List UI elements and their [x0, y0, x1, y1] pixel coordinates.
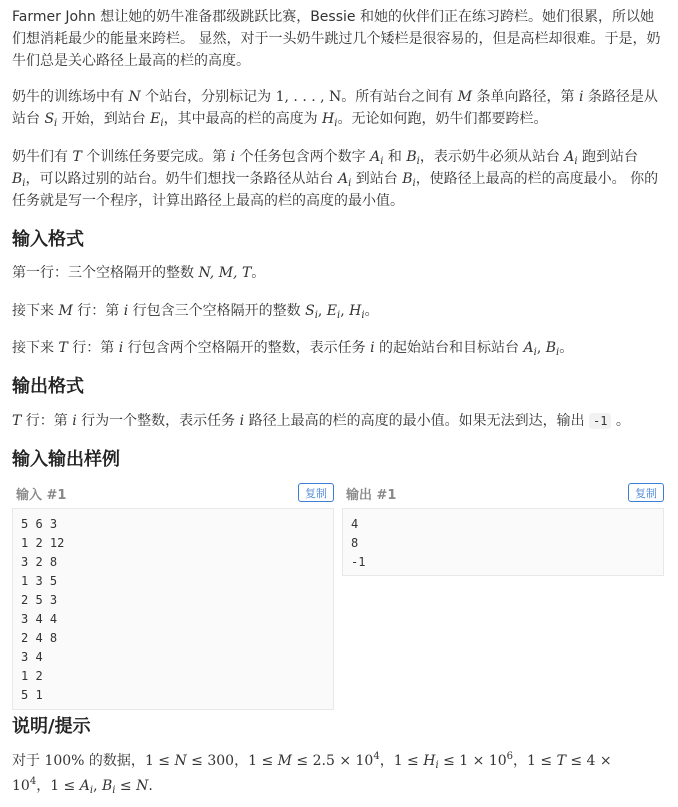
- intro-paragraph-3: 奶牛们有 T 个训练任务要完成。第 i 个任务包含两个数字 $A_i$ 和 $B_i$，表示奶牛必须从站台 $A_i$ 跑到站台 $B_i$，可以路过别的站台。奶牛们想找一条路径从站台 $A_i$ 到站台 $B_i$，使路径上最高的栏的高度最小。 你的任务就是写一个程序，计算出路径上最高的栏的高度的最小值。: [12, 149, 659, 209]
- copy-input-button[interactable]: 复制: [298, 483, 334, 502]
- input-format-line-2: 接下来 M 行：第 i 行包含三个空格隔开的整数 $S_i$, $E_i$, $H_i$。: [12, 303, 379, 321]
- input-format-line-3: 接下来 T 行：第 i 行包含两个空格隔开的整数，表示任务 i 的起始站台和目标站台 $A_i$, $B_i$。: [12, 340, 574, 358]
- hint-heading: 说明/提示: [12, 716, 91, 737]
- hint-line-2: $10^4$，$1 \le A_i$, $B_i \le N$.: [12, 776, 153, 796]
- output-format-heading: 输出格式: [12, 376, 84, 397]
- sample-input-box[interactable]: 5 6 3 1 2 12 3 2 8 1 3 5 2 5 3 3 4 4 2 4 8 3 4 1 2 5 1: [12, 508, 334, 710]
- output-format-line: T 行：第 i 行为一个整数，表示任务 i 路径上最高的栏的高度的最小值。如果无法到达，输出 -1 。: [12, 413, 630, 429]
- sample-input: [12, 482, 334, 710]
- samples-section: [12, 482, 664, 710]
- intro-paragraph-2: 奶牛的训练场中有 N 个站台，分别标记为 1, . . . , N。所有站台之间有 M 条单向路径，第 i 条路径是从站台 $S_i$ 开始，到站台 $E_i$，其中最高的栏的高度为 $H_i$。无论如何跑，奶牛们都要跨栏。: [12, 89, 658, 129]
- copy-output-button[interactable]: 复制: [628, 483, 664, 502]
- intro-paragraph-1: Farmer John 想让她的奶牛准备郡级跳跃比赛，Bessie 和她的伙伴们正在练习跨栏。她们很累，所以她们想消耗最少的能量来跨栏。 显然，对于一头奶牛跳过几个矮栏是很容易的，但是高栏却很难。于是，奶牛们总是关心路径上最高的栏的高度。: [12, 9, 661, 69]
- sample-output-box[interactable]: 4 8 -1: [342, 508, 664, 576]
- sample-output-title: 输出 #1: [346, 488, 397, 503]
- sample-output: [342, 482, 664, 576]
- input-format-line-1: 第一行：三个空格隔开的整数 N, M, T。: [12, 265, 266, 281]
- samples-heading: 输入输出样例: [12, 449, 120, 470]
- inline-code: -1: [589, 413, 611, 429]
- sample-input-title: 输入 #1: [16, 488, 67, 503]
- hint-line-1: 对于 100% 的数据，1 ≤ N ≤ 300，$1 \le M \le 2.5 \times 10^4$，$1 \le H_i \le 1 \times 10^6$，1 ≤ T ≤ 4 ×: [12, 751, 612, 771]
- input-format-heading: 输入格式: [12, 229, 84, 250]
